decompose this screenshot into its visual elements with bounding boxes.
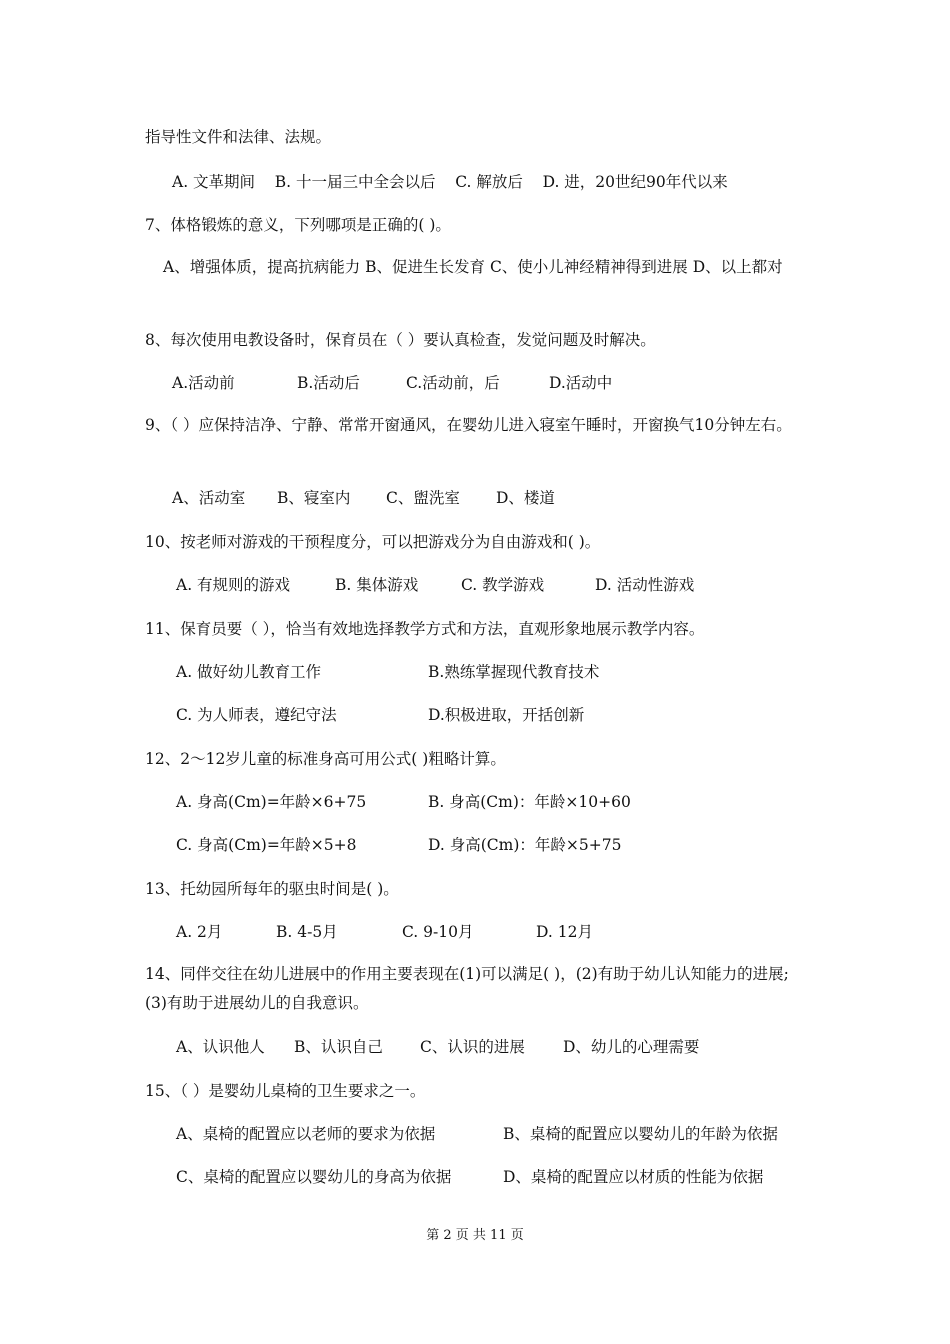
question-12: 12、2～12岁儿童的标准身高可用公式( )粗略计算。 (145, 750, 506, 768)
q15-option-c: C、桌椅的配置应以婴幼儿的身高为依据 (176, 1168, 452, 1186)
q15-option-a: A、桌椅的配置应以老师的要求为依据 (176, 1125, 436, 1143)
q13-option-c: C. 9-10月 (402, 923, 474, 941)
q14-option-c: C、认识的进展 (420, 1038, 525, 1056)
q8-option-b: B.活动后 (297, 374, 360, 392)
q12-option-a: A. 身高(Cm)=年龄×6+75 (176, 793, 367, 811)
q6-options: A. 文革期间 B. 十一届三中全会以后 C. 解放后 D. 进，20世纪90年代以来 (172, 173, 728, 191)
q10-option-a: A. 有规则的游戏 (176, 576, 291, 594)
q9-option-a: A、活动室 (172, 489, 246, 507)
q14-option-d: D、幼儿的心理需要 (563, 1038, 700, 1056)
question-15: 15、（ ）是婴幼儿桌椅的卫生要求之一。 (145, 1082, 426, 1100)
q11-option-d: D.积极进取，开括创新 (428, 706, 585, 724)
page-number-footer: 第 2 页 共 11 页 (426, 1228, 524, 1243)
question-13: 13、托幼园所每年的驱虫时间是( )。 (145, 880, 399, 898)
q11-option-a: A. 做好幼儿教育工作 (176, 663, 322, 681)
question-14: 14、同伴交往在幼儿进展中的作用主要表现在(1)可以满足( )，(2)有助于幼儿认知能力的进展;(3)有助于进展幼儿的自我意识。 (145, 965, 789, 1012)
q13-option-d: D. 12月 (536, 923, 593, 941)
q14-option-a: A、认识他人 (176, 1038, 265, 1056)
q12-option-c: C. 身高(Cm)=年龄×5+8 (176, 836, 357, 854)
text-line: 指导性文件和法律、法规。 (145, 128, 332, 146)
q13-option-b: B. 4-5月 (276, 923, 338, 941)
q8-option-c: C.活动前，后 (406, 374, 500, 392)
q12-option-b: B. 身高(Cm)：年龄×10+60 (428, 793, 631, 811)
question-11: 11、保育员要（ ），恰当有效地选择教学方式和方法，直观形象地展示教学内容。 (145, 620, 705, 638)
question-7: 7、体格锻炼的意义，下列哪项是正确的( )。 (145, 216, 451, 234)
q12-option-d: D. 身高(Cm)：年龄×5+75 (428, 836, 622, 854)
q10-option-c: C. 教学游戏 (461, 576, 545, 594)
q9-option-d: D、楼道 (496, 489, 555, 507)
q15-option-d: D、桌椅的配置应以材质的性能为依据 (503, 1168, 764, 1186)
q14-option-b: B、认识自己 (294, 1038, 383, 1056)
question-8: 8、每次使用电教设备时，保育员在（ ）要认真检查，发觉问题及时解决。 (145, 331, 656, 349)
q8-option-d: D.活动中 (549, 374, 613, 392)
q11-option-b: B.熟练掌握现代教育技术 (428, 663, 600, 681)
q11-option-c: C. 为人师表，遵纪守法 (176, 706, 337, 724)
question-10: 10、按老师对游戏的干预程度分，可以把游戏分为自由游戏和( )。 (145, 533, 601, 551)
q10-option-b: B. 集体游戏 (335, 576, 419, 594)
q8-option-a: A.活动前 (172, 374, 235, 392)
q15-option-b: B、桌椅的配置应以婴幼儿的年龄为依据 (503, 1125, 778, 1143)
q13-option-a: A. 2月 (176, 923, 223, 941)
q10-option-d: D. 活动性游戏 (595, 576, 695, 594)
q9-option-b: B、寝室内 (277, 489, 351, 507)
q9-option-c: C、盥洗室 (386, 489, 460, 507)
q7-options: A、增强体质，提高抗病能力 B、促进生长发育 C、使小儿神经精神得到进展 D、以上都对 (163, 258, 783, 276)
question-9: 9、（ ）应保持洁净、宁静、常常开窗通风，在婴幼儿进入寝室午睡时，开窗换气10分钟左右。 (145, 416, 792, 434)
